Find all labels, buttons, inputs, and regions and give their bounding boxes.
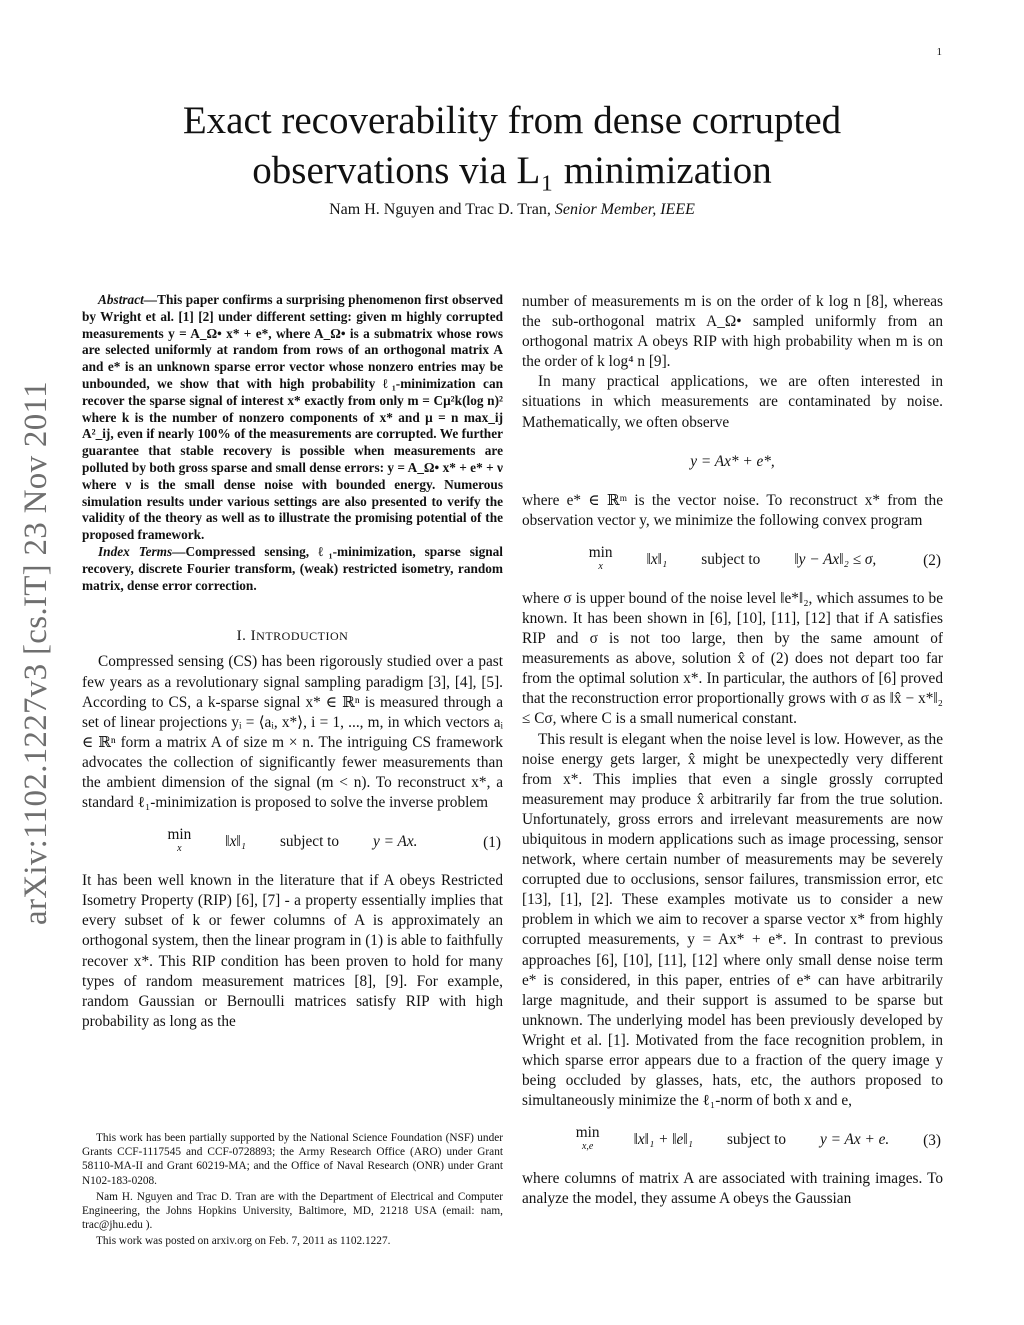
right-paragraph-2: In many practical applications, we are often interested in situations in which measurements are contaminated by noise. Mathematically, we often observe xyxy=(522,373,943,431)
right-paragraph-6: where columns of matrix A are associated with training images. To analyze the model, they assume A obeys the Gaussian xyxy=(522,1170,943,1208)
equation-3-number: (3) xyxy=(923,1132,941,1150)
paper-title xyxy=(100,96,924,196)
footnote-affiliation: Nam H. Nguyen and Trac D. Tran are with the Department of Electrical and Computer Engineering, the Johns Hopkins University, Baltimore, MD, 21218 USA (email: nam, trac@jhu.edu ). xyxy=(82,1190,503,1232)
title-line-2: observations via L₁ minimization xyxy=(252,149,772,192)
right-paragraph-1: number of measurements m is on the order of k log n [8], whereas the sub-orthogonal matrix A_Ω• sampled uniformly from an orthogonal matrix A obeys RIP with high probability when m is on the order of k log⁴ n [9]. xyxy=(522,293,943,371)
index-terms-lead: Index Terms— xyxy=(98,543,186,559)
equation-1-operator xyxy=(167,828,191,856)
footnote-funding: This work has been partially supported by the National Science Foundation (NSF) under Grants CCF-1117545 and CCF-0728893; the Army Research Office (ARO) under Grant 58110-MA-II and Grant 60219-MA; and the Office of Naval Research (ONR) under Grant N102-183-0208. xyxy=(82,1132,503,1187)
abstract-lead: Abstract— xyxy=(98,292,158,307)
right-paragraph-3: where e* ∈ ℝᵐ is the vector noise. To reconstruct x* from the observation vector y, we minimize the following convex program xyxy=(522,491,943,529)
author-line xyxy=(100,201,924,219)
equation-3-subject-to: subject to xyxy=(726,1131,787,1149)
equation-2-constraint: ‖y − Ax‖₂ ≤ σ, xyxy=(794,550,877,568)
section-numeral: I. xyxy=(236,628,251,645)
equation-2 xyxy=(522,543,943,577)
equation-2-min: min xyxy=(588,543,613,561)
equation-1-subscript: x xyxy=(177,843,182,855)
arxiv-identifier-stamp: arXiv:1102.1227v3 [cs.IT] 23 Nov 2011 xyxy=(18,381,54,925)
equation-1-constraint: y = Ax. xyxy=(373,833,418,851)
equation-1-min: min xyxy=(167,826,192,844)
index-terms xyxy=(82,544,503,594)
equation-observation xyxy=(522,445,943,479)
equation-1-objective: ‖x‖₁ xyxy=(225,833,246,851)
footnote-posting: This work was posted on arxiv.org on Feb. 7, 2011 as 1102.1227. xyxy=(96,1235,391,1248)
section-heading-introduction xyxy=(82,626,503,646)
abstract-text: This paper confirms a surprising phenomenon first observed by Wright et al. [1] [2] under different setting: given m highly corrupted measurements y = A_Ω• x* + e*, where A_Ω• is a submatrix whose rows are selected uniformly at random from rows of an orthogonal matrix A and e* is an unknown sparse error vector whose nonzero entries may be unbounded, we show that with high probability ℓ₁-minimization can recover the sparse signal of interest x* exactly from only m = Cμ²k(log n)² where k is the number of nonzero components of x* and μ = n max_ij A²_ij, even if nearly 100% of the measurements are corrupted. We further guarantee that stable recovery is possible when measurements are polluted by both gross sparse and small dense errors: y = A_Ω• x* + e* + ν where ν is the small dense noise with bounded energy. Numerous simulation results under various settings are also presented to verify the validity of the theory as well as to illustrate the promising potential of the proposed framework. xyxy=(82,292,503,543)
abstract xyxy=(82,292,503,544)
equation-1-subject-to: subject to xyxy=(279,833,340,851)
equation-3 xyxy=(522,1123,943,1157)
footnotes xyxy=(82,1131,503,1251)
equation-1-number: (1) xyxy=(483,834,501,852)
section-rest: NTRODUCTION xyxy=(256,629,349,644)
section-first-letter: I xyxy=(250,628,257,645)
page-number: 1 xyxy=(936,46,942,58)
author-role: Senior Member, IEEE xyxy=(554,201,695,218)
right-column xyxy=(522,292,943,1209)
equation-2-objective: ‖x‖₁ xyxy=(646,550,668,568)
equation-3-constraint: y = Ax + e. xyxy=(820,1131,890,1149)
right-paragraph-4: where σ is upper bound of the noise level ‖e*‖₂, which assumes to be known. It has been shown in [6], [10], [11], [12] that if A satisfies RIP and σ is not too large, then by the same amount of measurements as above, solution x̂ of (2) does not depart too far from the optimal solution x*. In particular, the authors of [6] proved that the reconstruction error proportionally grows with σ as ‖x̂ − x*‖₂ ≤ Cσ, where C is a small numerical constant. xyxy=(522,589,943,728)
index-terms-text: Compressed sensing, ℓ₁-minimization, sparse signal recovery, discrete Fourier transform, (weak) restricted isometry, random matrix, dense error correction. xyxy=(82,543,503,593)
equation-3-objective: ‖x‖₁ + ‖e‖₁ xyxy=(633,1131,693,1149)
equation-2-operator xyxy=(588,543,613,574)
equation-2-number: (2) xyxy=(923,551,941,569)
equation-2-subject-to: subject to xyxy=(701,550,761,568)
equation-observation-text: y = Ax* + e*, xyxy=(690,452,775,470)
equation-3-operator xyxy=(576,1126,600,1154)
equation-1 xyxy=(82,825,503,859)
left-column xyxy=(82,292,503,1032)
title-line-1: Exact recoverability from dense corrupted xyxy=(182,99,842,142)
equation-3-min: min xyxy=(575,1124,600,1142)
equation-2-subscript: x xyxy=(598,560,603,572)
right-paragraph-5: This result is elegant when the noise level is low. However, as the noise energy gets larger, x̂ might be unexpectedly very different from x*. This implies that even a single grossly corrupted measurement may produce x̂ arbitrarily far from the true solution. Unfortunately, gross errors and irrelevant measurements are now ubiquitous in modern applications such as image processing, sensor network, where certain number of measurements may be severely corrupted due to occlusions, sensor failures, transmission error, etc [13], [1], [2]. These examples motivate us to consider a new problem in which we aim to recover a sparse vector x* from highly corrupted measurements, y = Ax* + e*. In contrast to previous approaches [6], [10], [11], [12] where only small dense noise term e* is considered, in this paper, entries of e* can have arbitrarily large magnitude, and their support is assumed to be sparse but unknown. The underlying model has been previously developed by Wright et al. [1]. Motivated from the face recognition problem, in which sparse error appears due to a fraction of the query image y being occluded by glasses, hats, etc, the authors proposed to simultaneously minimize the ℓ₁-norm of both x and e, xyxy=(522,730,943,1110)
equation-3-subscript: x,e xyxy=(581,1141,594,1153)
intro-paragraph-1: Compressed sensing (CS) has been rigorously studied over a past few years as a revolutionary signal sampling paradigm [3], [4], [5]. According to CS, a k-sparse signal x* ∈ ℝⁿ is measured through a set of linear projections yᵢ = ⟨aᵢ, x*⟩, i = 1, ..., m, in which vectors aᵢ ∈ ℝⁿ form a matrix A of size m × n. The intriguing CS framework advocates the collection of significantly fewer measurements than the ambient dimension of the signal (m < n). To reconstruct x*, a standard ℓ₁-minimization is proposed to solve the inverse problem xyxy=(82,653,503,812)
intro-paragraph-2: It has been well known in the literature that if A obeys Restricted Isometry Property (RIP) [6], [7] - a property essentially implies that every subset of k or fewer columns of A is approximately an orthogonal system, then the linear program in (1) is able to faithfully recover x*. This RIP condition has been proven to hold for many types of random measurement matrices [8], [9]. For example, random Gaussian or Bernoulli matrices satisfy RIP with high probability as long as the xyxy=(82,872,503,1030)
author-names: Nam H. Nguyen and Trac D. Tran, xyxy=(329,201,551,218)
